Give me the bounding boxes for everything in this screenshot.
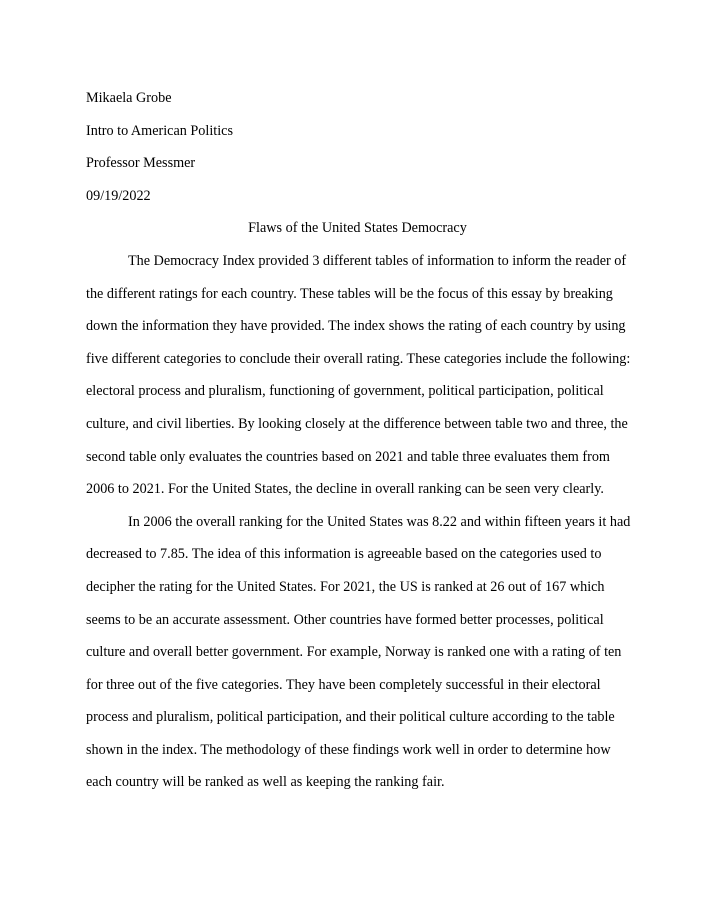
paragraph-line: process and pluralism, political participation, and their political culture according to the table [86, 709, 615, 726]
paragraph-line: electoral process and pluralism, functioning of government, political participation, political [86, 383, 604, 400]
professor-name: Professor Messmer [86, 155, 196, 172]
paragraph-line: the different ratings for each country. These tables will be the focus of this essay by breaking [86, 285, 613, 302]
document-date: 09/19/2022 [86, 187, 151, 204]
paragraph-line: The Democracy Index provided 3 different tables of information to inform the reader of [128, 252, 627, 269]
paragraph-line: shown in the index. The methodology of these findings work well in order to determine how [86, 741, 611, 758]
paragraph-line: culture, and civil liberties. By looking closely at the difference between table two and three, the [86, 415, 628, 432]
paragraph-line: decreased to 7.85. The idea of this information is agreeable based on the categories used to [86, 546, 602, 563]
paragraph-line: decipher the rating for the United States. For 2021, the US is ranked at 26 out of 167 which [86, 578, 605, 595]
paragraph-line: for three out of the five categories. They have been completely successful in their electoral [86, 676, 601, 693]
paragraph-line: each country will be ranked as well as keeping the ranking fair. [86, 774, 445, 791]
paragraph-line: five different categories to conclude their overall rating. These categories include the following: [86, 350, 631, 367]
essay-title: Flaws of the United States Democracy [248, 220, 467, 237]
author-name: Mikaela Grobe [86, 90, 172, 106]
paragraph-line: In 2006 the overall ranking for the United States was 8.22 and within fifteen years it had [128, 513, 631, 530]
paragraph-line: seems to be an accurate assessment. Other countries have formed better processes, political [86, 611, 604, 628]
paragraph-line: second table only evaluates the countries based on 2021 and table three evaluates them from [86, 448, 610, 465]
paragraph-line: culture and overall better government. For example, Norway is ranked one with a rating of ten [86, 644, 622, 661]
course-name: Intro to American Politics [86, 122, 233, 139]
paragraph-2 [86, 506, 631, 799]
document-body [86, 82, 631, 799]
paragraph-1 [86, 245, 631, 506]
paragraph-line: 2006 to 2021. For the United States, the decline in overall ranking can be seen very clearly. [86, 481, 604, 498]
paragraph-line: down the information they have provided. The index shows the rating of each country by using [86, 318, 626, 335]
